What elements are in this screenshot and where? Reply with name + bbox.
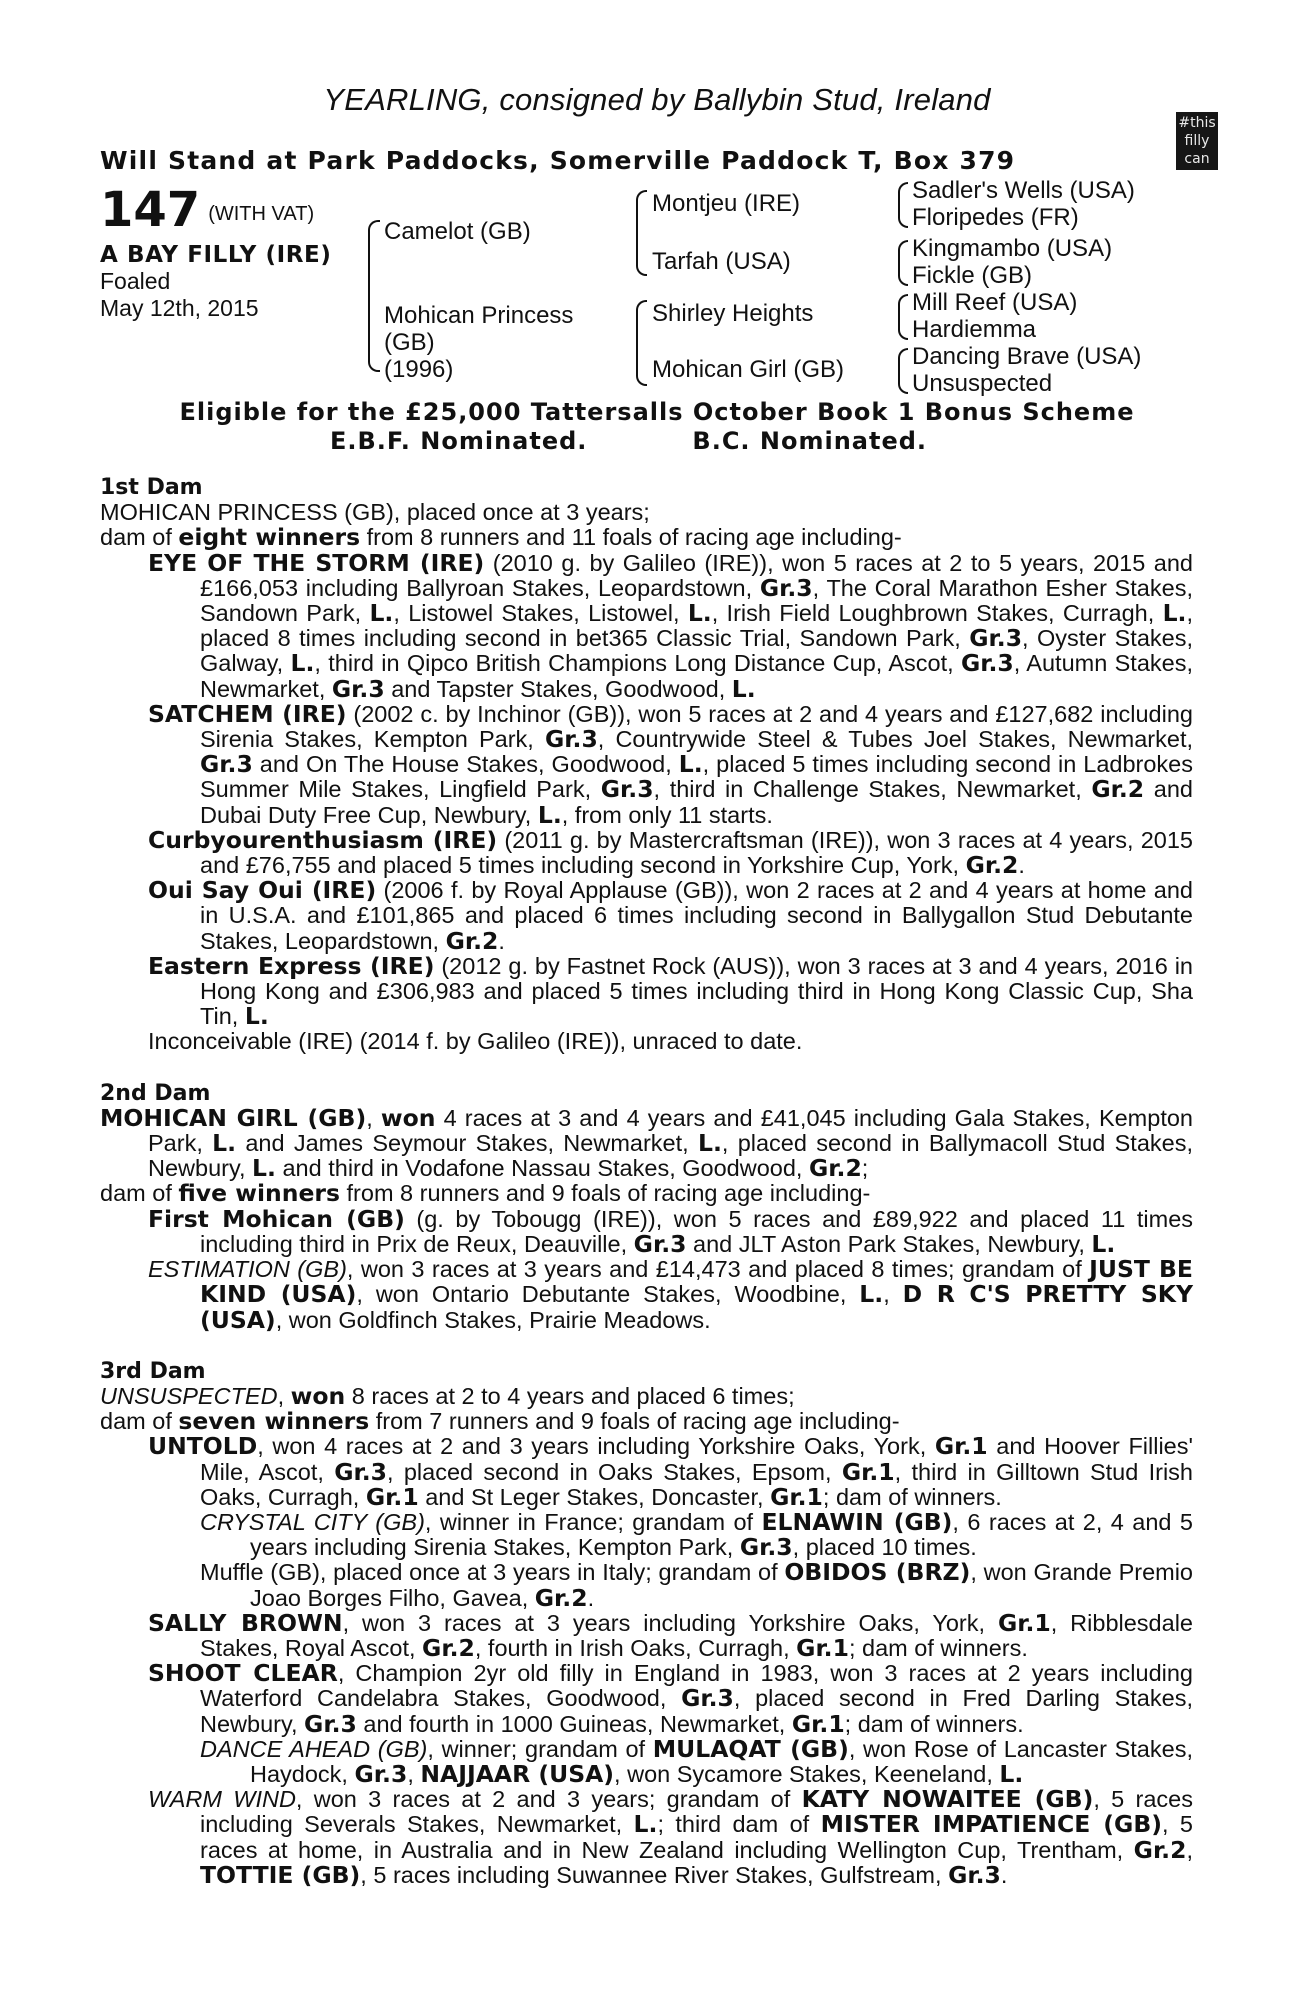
foaled-date: May 12th, 2015 <box>100 295 259 321</box>
gen3-2: Floripedes (FR) <box>912 204 1079 231</box>
this-filly-can-logo <box>1176 112 1218 170</box>
gen3-5: Mill Reef (USA) <box>912 289 1078 316</box>
gen3-7: Dancing Brave (USA) <box>912 343 1142 370</box>
dam-sire: Shirley Heights <box>652 300 814 327</box>
gen3-4: Fickle (GB) <box>912 262 1032 289</box>
produce-entry: SHOOT CLEAR, Champion 2yr old filly in England in 1983, won 3 races at 2 years including Waterford Candelabra Stakes, Goodwood, Gr.3, placed second in Fred Darling Stakes, Newbury, Gr.3 and fourth in 1000 Guineas, Newmarket, Gr.1; dam of winners. <box>148 1659 1193 1738</box>
produce-entry: UNTOLD, won 4 races at 2 and 3 years including Yorkshire Oaks, York, Gr.1 and Hoover Fillies' Mile, Ascot, Gr.3, placed second in Oaks Stakes, Epsom, Gr.1, third in Gilltown Stud Irish Oaks, Curragh, Gr.1 and St Leger Stakes, Doncaster, Gr.1; dam of winners. <box>148 1432 1193 1511</box>
lot-number: 147 <box>100 182 201 238</box>
pedigree-bracket <box>636 190 647 276</box>
pedigree-bracket <box>898 182 908 228</box>
gen3-1: Sadler's Wells (USA) <box>912 177 1135 204</box>
pedigree-bracket <box>898 240 908 286</box>
produce-entry: Inconceivable (IRE) (2014 f. by Galileo (IRE)), unraced to date. <box>148 1028 803 1055</box>
logo-line: #this <box>1178 115 1216 131</box>
foaled-label: Foaled <box>100 268 171 294</box>
nominations <box>330 427 927 455</box>
produce-entry: First Mohican (GB) (g. by Tobougg (IRE)), won 5 races and £89,922 and placed 11 times including third in Prix de Reux, Deauville, Gr.3 and JLT Aston Park Stakes, Newbury, L. <box>148 1204 1194 1258</box>
stand-location: Will Stand at Park Paddocks, Somerville Paddock T, Box 379 <box>100 146 1016 175</box>
second-dam-record: MOHICAN GIRL (GB), won 4 races at 3 and 4 years and £41,045 including Gala Stakes, Kempton Park, L. and James Seymour Stakes, Newmarket, L., placed second in Ballymacoll Stud Stakes, Newbury, L. and third in Vodafone Nassau Stakes, Goodwood, Gr.2; <box>100 1103 1193 1183</box>
gen3-8: Unsuspected <box>912 370 1053 397</box>
produce-entry: Eastern Express (IRE) (2012 g. by Fastnet Rock (AUS)), won 3 races at 3 and 4 years, 2016 in Hong Kong and £306,983 and placed 5 times including third in Hong Kong Classic Cup, Sha Tin, L. <box>148 951 1193 1031</box>
sire-dam: Tarfah (USA) <box>652 248 791 275</box>
produce-entry: DANCE AHEAD (GB), winner; grandam of MULAQAT (GB), won Rose of Lancaster Stakes, Haydock, Gr.3, NAJJAAR (USA), won Sycamore Stakes, Keeneland, L. <box>200 1734 1193 1788</box>
first-dam-produce-summary: dam of eight winners from 8 runners and 11 foals of racing age including- <box>100 523 902 552</box>
bonus-scheme: Eligible for the £25,000 Tattersalls October Book 1 Bonus Scheme <box>179 398 1135 426</box>
pedigree-bracket <box>368 220 380 372</box>
first-dam-heading: 1st Dam <box>100 475 203 500</box>
pedigree-bracket <box>898 348 908 394</box>
logo-line: can <box>1184 151 1210 167</box>
dam-name: Mohican Princess <box>384 302 574 329</box>
second-dam-produce-summary: dam of five winners from 8 runners and 9 foals of racing age including- <box>100 1179 871 1208</box>
lot-description: A BAY FILLY (IRE) <box>100 242 332 268</box>
catalogue-body <box>100 475 1193 1888</box>
bc-nominated: B.C. Nominated. <box>692 427 928 455</box>
dam-dam: Mohican Girl (GB) <box>652 356 845 383</box>
produce-entry: Muffle (GB), placed once at 3 years in Italy; grandam of OBIDOS (BRZ), won Grande Premio Joao Borges Filho, Gavea, Gr.2. <box>200 1558 1193 1612</box>
sire-sire: Montjeu (IRE) <box>652 190 801 217</box>
pedigree-bracket <box>636 300 647 386</box>
lot-block <box>100 182 331 322</box>
second-dam-heading: 2nd Dam <box>100 1080 211 1106</box>
consignor-line: YEARLING, consigned by Ballybin Stud, Ireland <box>323 82 991 117</box>
produce-entry: EYE OF THE STORM (IRE) (2010 g. by Galileo (IRE)), won 5 races at 2 to 5 years, 2015 and £166,053 including Ballyroan Stakes, Leopardstown, Gr.3, The Coral Marathon Esher Stakes, Sandown Park, L., Listowel Stakes, Listowel, L., Irish Field Loughbrown Stakes, Curragh, L., placed 8 times including second in bet365 Classic Trial, Sandown Park, Gr.3, Oyster Stakes, Galway, L., third in Qipco British Champions Long Distance Cup, Ascot, Gr.3, Autumn Stakes, Newmarket, Gr.3 and Tapster Stakes, Goodwood, L. <box>148 548 1193 703</box>
produce-entry: SATCHEM (IRE) (2002 c. by Inchinor (GB)), won 5 races at 2 and 4 years and £127,682 including Sirenia Stakes, Kempton Park, Gr.3, Countrywide Steel & Tubes Joel Stakes, Newmarket, Gr.3 and On The House Stakes, Goodwood, L., placed 5 times including second in Ladbrokes Summer Mile Stakes, Lingfield Park, Gr.3, third in Challenge Stakes, Newmarket, Gr.2 and Dubai Duty Free Cup, Newbury, L., from only 11 starts. <box>148 699 1193 829</box>
produce-entry: WARM WIND, won 3 races at 2 and 3 years; grandam of KATY NOWAITEE (GB), 5 races including Severals Stakes, Newmarket, L.; third dam of MISTER IMPATIENCE (GB), 5 races at home, in Australia and in New Zealand including Wellington Cup, Trentham, Gr.2, TOTTIE (GB), 5 races including Suwannee River Stakes, Gulfstream, Gr.3. <box>148 1785 1193 1889</box>
ebf-nominated: E.B.F. Nominated. <box>330 427 588 455</box>
produce-entry: ESTIMATION (GB), won 3 races at 3 years and £14,473 and placed 8 times; grandam of JUST BE KIND (USA), won Ontario Debutante Stakes, Woodbine, L., D R C'S PRETTY SKY (USA), won Goldfinch Stakes, Prairie Meadows. <box>148 1255 1193 1334</box>
third-dam-heading: 3rd Dam <box>100 1358 206 1384</box>
produce-entry: SALLY BROWN, won 3 races at 3 years including Yorkshire Oaks, York, Gr.1, Ribblesdale Stakes, Royal Ascot, Gr.2, fourth in Irish Oaks, Curragh, Gr.1; dam of winners. <box>148 1608 1193 1662</box>
third-dam-produce-summary: dam of seven winners from 7 runners and 9 foals of racing age including- <box>100 1407 900 1436</box>
logo-line: filly <box>1184 133 1210 149</box>
produce-entry: CRYSTAL CITY (GB), winner in France; grandam of ELNAWIN (GB), 6 races at 2, 4 and 5 years including Sirenia Stakes, Kempton Park, Gr.3, placed 10 times. <box>200 1507 1193 1562</box>
dam-name-country: (GB) <box>384 329 435 356</box>
produce-entry: Oui Say Oui (IRE) (2006 f. by Royal Applause (GB)), won 2 races at 2 and 4 years at home and in U.S.A. and £101,865 and placed 6 times including second in Ballygallon Stud Debutante Stakes, Leopardstown, Gr.2. <box>148 876 1193 955</box>
gen3-6: Hardiemma <box>912 316 1037 343</box>
sire: Camelot (GB) <box>384 218 531 245</box>
dam-year: (1996) <box>384 356 454 383</box>
lot-vat: (WITH VAT) <box>208 203 315 225</box>
produce-entry: Curbyourenthusiasm (IRE) (2011 g. by Mastercraftsman (IRE)), won 3 races at 4 years, 2015 and £76,755 and placed 5 times including second in Yorkshire Cup, York, Gr.2. <box>148 825 1193 880</box>
first-dam-intro: MOHICAN PRINCESS (GB), placed once at 3 years; <box>100 499 650 526</box>
pedigree-bracket <box>898 294 908 340</box>
gen3-3: Kingmambo (USA) <box>912 235 1113 262</box>
third-dam-record: UNSUSPECTED, won 8 races at 2 to 4 years and placed 6 times; <box>100 1381 795 1410</box>
